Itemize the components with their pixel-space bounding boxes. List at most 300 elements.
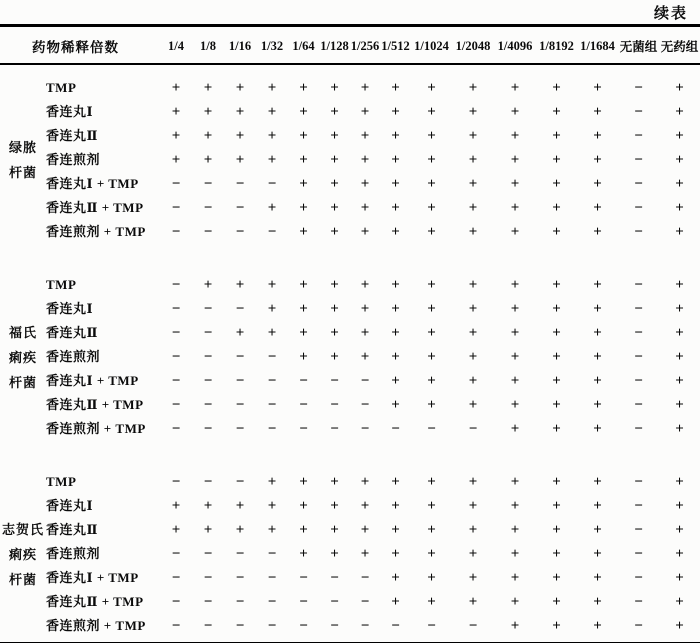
result-row: [0, 590, 700, 614]
result-cell: +: [552, 474, 561, 490]
result-cell: −: [267, 421, 277, 437]
result-cell: +: [427, 349, 436, 365]
result-cell: −: [330, 397, 339, 413]
result-cell: +: [235, 522, 245, 538]
result-cell: +: [552, 546, 561, 562]
result-cell: +: [552, 325, 561, 341]
result-cell: +: [360, 200, 370, 216]
result-cell: +: [510, 546, 520, 562]
result-cell: +: [468, 397, 478, 413]
result-cell: −: [634, 301, 643, 317]
result-cell: −: [203, 176, 213, 192]
spacer-cell: [0, 244, 700, 273]
result-cell: +: [360, 474, 370, 490]
result-cell: +: [468, 373, 478, 389]
result-cell: +: [235, 104, 245, 120]
result-cell: +: [235, 325, 245, 341]
result-cell: +: [468, 104, 478, 120]
result-cell: +: [299, 152, 308, 168]
result-cell: +: [468, 594, 478, 610]
result-cell: −: [203, 618, 213, 634]
drug-label: 香连煎剂 + TMP: [46, 224, 146, 239]
result-cell: +: [468, 498, 478, 514]
result-cell: +: [391, 325, 400, 341]
result-cell: +: [299, 349, 308, 365]
drug-label: 香连丸Ⅰ: [46, 104, 94, 119]
result-cell: −: [171, 176, 181, 192]
result-cell: +: [391, 546, 400, 562]
result-cell: +: [552, 80, 561, 96]
result-cell: +: [675, 349, 684, 365]
result-cell: +: [593, 522, 602, 538]
result-cell: +: [593, 474, 602, 490]
result-row: [0, 100, 700, 124]
group-gap-row: [0, 244, 700, 273]
result-cell: +: [510, 80, 520, 96]
result-cell: +: [593, 498, 602, 514]
result-cell: +: [330, 546, 339, 562]
result-cell: −: [171, 594, 181, 610]
result-row: [0, 542, 700, 566]
result-cell: +: [391, 349, 400, 365]
column-header: 1/512: [380, 26, 411, 65]
result-cell: +: [235, 128, 245, 144]
result-cell: −: [171, 397, 181, 413]
result-cell: −: [330, 421, 339, 437]
result-cell: −: [267, 224, 277, 240]
result-cell: −: [171, 224, 181, 240]
dilution-header-label: 药物稀释倍数: [0, 26, 160, 65]
result-cell: −: [171, 277, 181, 293]
result-row: [0, 470, 700, 494]
result-cell: −: [267, 349, 277, 365]
result-cell: +: [468, 80, 478, 96]
result-cell: +: [675, 373, 684, 389]
result-cell: +: [675, 301, 684, 317]
result-cell: +: [593, 373, 602, 389]
result-row: [0, 148, 700, 172]
spacer-cell: [0, 638, 700, 643]
result-cell: −: [171, 546, 181, 562]
result-cell: +: [468, 277, 478, 293]
result-cell: +: [171, 80, 181, 96]
result-cell: +: [427, 80, 436, 96]
result-cell: +: [427, 594, 436, 610]
result-cell: −: [203, 349, 213, 365]
result-cell: −: [360, 618, 370, 634]
result-row: [0, 369, 700, 393]
result-cell: +: [593, 421, 602, 437]
result-cell: +: [427, 546, 436, 562]
result-cell: +: [468, 349, 478, 365]
result-cell: +: [299, 474, 308, 490]
column-header: 1/64: [288, 26, 319, 65]
result-cell: +: [468, 570, 478, 586]
result-cell: +: [675, 594, 684, 610]
result-cell: +: [235, 152, 245, 168]
result-cell: +: [267, 128, 277, 144]
result-cell: +: [552, 152, 561, 168]
result-cell: +: [675, 474, 684, 490]
result-cell: +: [360, 224, 370, 240]
result-cell: +: [391, 301, 400, 317]
drug-label: 香连丸Ⅰ: [46, 498, 94, 513]
result-cell: −: [634, 594, 643, 610]
result-cell: −: [203, 224, 213, 240]
drug-label: 香连丸Ⅰ + TMP: [46, 570, 139, 585]
result-cell: −: [235, 421, 245, 437]
result-cell: +: [675, 80, 684, 96]
result-cell: +: [675, 152, 684, 168]
result-cell: +: [391, 498, 400, 514]
result-cell: −: [634, 373, 643, 389]
result-cell: −: [634, 349, 643, 365]
result-cell: +: [593, 397, 602, 413]
result-cell: +: [267, 301, 277, 317]
result-cell: +: [360, 176, 370, 192]
result-cell: +: [267, 152, 277, 168]
result-cell: +: [267, 80, 277, 96]
result-cell: +: [593, 176, 602, 192]
result-cell: −: [299, 570, 308, 586]
result-cell: +: [552, 349, 561, 365]
result-cell: +: [391, 373, 400, 389]
result-cell: +: [510, 301, 520, 317]
result-cell: −: [634, 152, 643, 168]
column-header: 1/4: [160, 26, 192, 65]
result-row: [0, 614, 700, 638]
result-cell: +: [427, 325, 436, 341]
result-cell: +: [299, 546, 308, 562]
result-cell: −: [203, 594, 213, 610]
result-cell: −: [299, 373, 308, 389]
result-cell: +: [330, 277, 339, 293]
result-cell: +: [675, 498, 684, 514]
result-cell: +: [203, 152, 213, 168]
result-cell: −: [267, 397, 277, 413]
drug-label: 香连丸Ⅱ: [46, 325, 98, 340]
result-cell: +: [330, 474, 339, 490]
result-cell: +: [468, 224, 478, 240]
result-cell: −: [267, 546, 277, 562]
result-cell: +: [468, 200, 478, 216]
result-cell: +: [299, 80, 308, 96]
result-cell: +: [299, 176, 308, 192]
result-cell: −: [360, 421, 370, 437]
organism-label: 绿脓 杆菌: [8, 140, 37, 180]
result-cell: +: [552, 277, 561, 293]
result-cell: +: [552, 200, 561, 216]
result-cell: +: [235, 80, 245, 96]
result-cell: −: [427, 421, 436, 437]
result-cell: −: [634, 200, 643, 216]
result-cell: +: [593, 570, 602, 586]
result-cell: −: [203, 421, 213, 437]
result-cell: −: [360, 594, 370, 610]
column-header: 无菌组: [618, 26, 659, 65]
result-cell: −: [235, 618, 245, 634]
result-cell: +: [203, 277, 213, 293]
result-cell: +: [593, 224, 602, 240]
column-header: 1/128: [319, 26, 350, 65]
drug-label: 香连煎剂: [46, 546, 101, 561]
drug-label: 香连丸Ⅱ + TMP: [46, 594, 144, 609]
result-cell: −: [235, 474, 245, 490]
result-cell: +: [299, 301, 308, 317]
result-cell: +: [593, 594, 602, 610]
result-cell: −: [634, 128, 643, 144]
result-cell: −: [634, 176, 643, 192]
result-row: [0, 321, 700, 345]
result-cell: +: [330, 200, 339, 216]
result-cell: −: [171, 373, 181, 389]
result-cell: +: [235, 277, 245, 293]
drug-label: 香连煎剂 + TMP: [46, 618, 146, 633]
result-cell: +: [427, 277, 436, 293]
result-cell: +: [468, 546, 478, 562]
result-cell: +: [552, 421, 561, 437]
result-cell: −: [171, 474, 181, 490]
result-cell: +: [510, 349, 520, 365]
result-cell: +: [593, 200, 602, 216]
result-cell: +: [299, 277, 308, 293]
result-cell: +: [552, 618, 561, 634]
result-cell: +: [552, 522, 561, 538]
result-cell: +: [552, 176, 561, 192]
result-cell: −: [634, 325, 643, 341]
drug-label: TMP: [46, 474, 77, 489]
result-cell: +: [675, 176, 684, 192]
result-cell: +: [468, 176, 478, 192]
result-cell: +: [593, 152, 602, 168]
result-cell: +: [299, 200, 308, 216]
result-cell: +: [391, 224, 400, 240]
result-cell: +: [675, 325, 684, 341]
result-cell: +: [391, 474, 400, 490]
result-row: [0, 518, 700, 542]
result-cell: +: [330, 224, 339, 240]
drug-label: 香连煎剂: [46, 152, 101, 167]
result-cell: +: [330, 152, 339, 168]
result-cell: +: [510, 128, 520, 144]
result-cell: −: [427, 618, 436, 634]
result-cell: +: [510, 522, 520, 538]
result-cell: −: [299, 618, 308, 634]
result-cell: +: [427, 498, 436, 514]
result-cell: +: [593, 128, 602, 144]
result-cell: +: [391, 104, 400, 120]
result-cell: +: [510, 474, 520, 490]
result-cell: −: [360, 397, 370, 413]
result-cell: −: [634, 522, 643, 538]
drug-label: 香连煎剂: [46, 349, 101, 364]
result-row: [0, 393, 700, 417]
result-cell: +: [427, 104, 436, 120]
result-cell: +: [468, 128, 478, 144]
result-cell: +: [427, 176, 436, 192]
result-cell: +: [360, 277, 370, 293]
drug-label: 香连丸Ⅱ + TMP: [46, 200, 144, 215]
result-cell: +: [552, 498, 561, 514]
result-cell: +: [330, 498, 339, 514]
result-cell: +: [468, 522, 478, 538]
result-cell: −: [391, 421, 400, 437]
result-cell: +: [267, 104, 277, 120]
result-cell: +: [330, 522, 339, 538]
result-cell: −: [267, 373, 277, 389]
result-cell: −: [634, 104, 643, 120]
result-cell: +: [391, 522, 400, 538]
result-row: [0, 273, 700, 297]
result-cell: −: [634, 570, 643, 586]
result-cell: −: [235, 349, 245, 365]
result-row: [0, 124, 700, 148]
result-cell: +: [552, 128, 561, 144]
result-cell: −: [171, 325, 181, 341]
result-cell: +: [330, 325, 339, 341]
header-row: [0, 26, 700, 65]
result-cell: +: [510, 152, 520, 168]
result-cell: −: [203, 325, 213, 341]
result-cell: +: [427, 474, 436, 490]
result-cell: +: [391, 80, 400, 96]
result-row: [0, 566, 700, 590]
result-cell: +: [468, 474, 478, 490]
result-cell: +: [552, 301, 561, 317]
result-cell: +: [330, 349, 339, 365]
result-cell: −: [203, 373, 213, 389]
result-cell: −: [634, 474, 643, 490]
result-cell: +: [330, 301, 339, 317]
result-cell: +: [235, 498, 245, 514]
result-cell: +: [267, 474, 277, 490]
result-cell: −: [330, 594, 339, 610]
result-cell: −: [360, 570, 370, 586]
result-cell: +: [360, 152, 370, 168]
result-cell: +: [330, 128, 339, 144]
result-cell: −: [634, 546, 643, 562]
result-cell: +: [360, 80, 370, 96]
result-cell: +: [468, 325, 478, 341]
result-row: [0, 76, 700, 100]
result-cell: −: [203, 397, 213, 413]
result-cell: +: [593, 349, 602, 365]
result-cell: +: [360, 498, 370, 514]
table-body: [0, 64, 700, 643]
result-cell: +: [299, 104, 308, 120]
organism-label: 福氏 痢疾 杆菌: [8, 324, 37, 390]
result-cell: +: [427, 200, 436, 216]
result-cell: +: [267, 277, 277, 293]
result-cell: +: [299, 224, 308, 240]
result-cell: +: [593, 277, 602, 293]
drug-label: 香连丸Ⅱ: [46, 128, 98, 143]
result-cell: −: [171, 200, 181, 216]
result-cell: +: [593, 301, 602, 317]
result-cell: +: [593, 546, 602, 562]
result-cell: +: [675, 200, 684, 216]
result-cell: +: [468, 152, 478, 168]
result-cell: −: [634, 80, 643, 96]
result-cell: +: [510, 176, 520, 192]
result-cell: −: [634, 397, 643, 413]
result-cell: +: [391, 200, 400, 216]
result-cell: −: [171, 570, 181, 586]
result-cell: +: [203, 522, 213, 538]
result-cell: +: [360, 546, 370, 562]
result-cell: +: [391, 152, 400, 168]
column-header: 无药组: [659, 26, 700, 65]
result-cell: −: [634, 498, 643, 514]
result-cell: +: [267, 498, 277, 514]
result-cell: +: [552, 373, 561, 389]
result-cell: +: [330, 176, 339, 192]
result-cell: +: [391, 570, 400, 586]
column-header: 1/4096: [494, 26, 536, 65]
result-cell: −: [171, 618, 181, 634]
result-cell: −: [330, 373, 339, 389]
result-cell: −: [235, 200, 245, 216]
result-cell: +: [391, 594, 400, 610]
dilution-results-table: [0, 24, 700, 643]
column-header: 1/8192: [536, 26, 577, 65]
result-row: [0, 417, 700, 441]
column-header: 1/2048: [452, 26, 494, 65]
result-row: [0, 345, 700, 369]
spacer-cell: [0, 64, 700, 76]
result-cell: −: [267, 570, 277, 586]
result-cell: +: [510, 570, 520, 586]
result-cell: +: [299, 325, 308, 341]
result-cell: +: [510, 397, 520, 413]
result-cell: −: [235, 373, 245, 389]
result-cell: +: [267, 200, 277, 216]
result-row: [0, 220, 700, 244]
result-cell: +: [552, 570, 561, 586]
result-cell: +: [360, 104, 370, 120]
result-cell: +: [675, 128, 684, 144]
result-cell: +: [171, 128, 181, 144]
result-cell: +: [299, 498, 308, 514]
result-cell: −: [468, 618, 478, 634]
result-cell: +: [510, 277, 520, 293]
result-cell: +: [427, 522, 436, 538]
result-cell: +: [391, 176, 400, 192]
drug-label: TMP: [46, 80, 77, 95]
result-cell: +: [360, 349, 370, 365]
result-cell: +: [510, 498, 520, 514]
result-cell: +: [330, 104, 339, 120]
result-cell: +: [552, 397, 561, 413]
spacer-cell: [0, 441, 700, 470]
result-cell: +: [427, 128, 436, 144]
result-cell: +: [427, 152, 436, 168]
result-cell: +: [360, 301, 370, 317]
result-cell: +: [360, 325, 370, 341]
result-cell: −: [299, 397, 308, 413]
result-cell: +: [171, 152, 181, 168]
result-cell: −: [235, 570, 245, 586]
drug-label: 香连丸Ⅰ + TMP: [46, 176, 139, 191]
result-cell: +: [427, 570, 436, 586]
drug-label: TMP: [46, 277, 77, 292]
result-cell: −: [267, 618, 277, 634]
result-cell: +: [510, 373, 520, 389]
result-cell: +: [299, 128, 308, 144]
result-row: [0, 196, 700, 220]
result-cell: +: [552, 224, 561, 240]
result-cell: −: [391, 618, 400, 634]
